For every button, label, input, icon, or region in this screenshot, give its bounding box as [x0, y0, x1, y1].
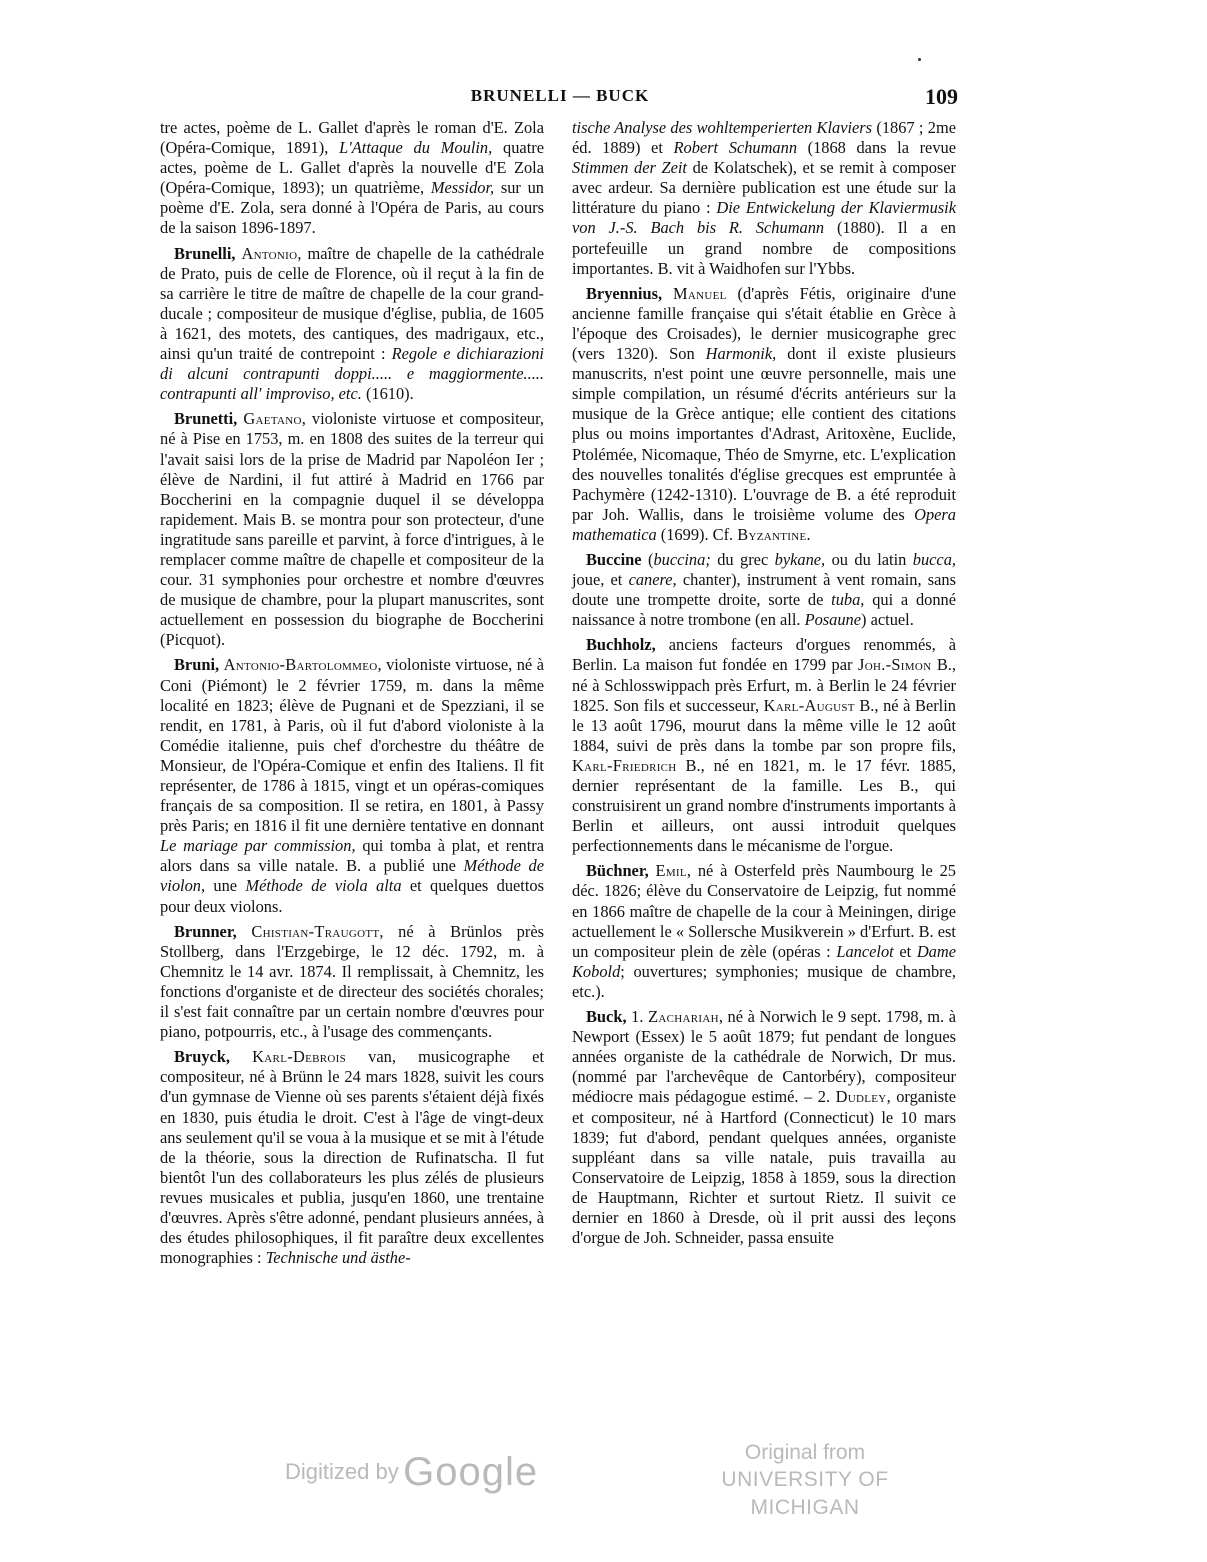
left-column — [160, 118, 544, 1273]
italic-title: tische Analyse des wohltemperierten Klaviers — [572, 118, 873, 137]
entry-text: tre actes, poème de L. Gallet d'après le roman d'E. Zola (Opéra-Comique, 1891), — [160, 118, 544, 158]
small-caps-name: Gaetano — [243, 409, 302, 429]
entry-headword: Bruni, — [174, 655, 220, 675]
italic-title: Stimmen der Zeit — [572, 158, 687, 178]
italic-title: Messidor, — [430, 178, 495, 198]
google-logo: Google — [403, 1450, 539, 1494]
entry-text: , né à Osterfeld près Naumbourg le 25 déc. 1826; élève du Conservatoire de Leipzig, fut nommé en 1866 maître de chapelle de la cour à Meiningen, dirige actuellement le « Sollersche Musikverein » d'Erfurt. B. est un compositeur plein de zèle (opéras : — [572, 861, 956, 961]
italic-title: Harmonik, — [705, 344, 777, 364]
entry-text: ) actuel. — [861, 610, 914, 630]
small-caps-name: Dudley — [835, 1087, 887, 1107]
entry-text: du grec — [710, 549, 775, 569]
small-caps-name: Karl-August — [763, 695, 855, 715]
entry-text: chanter), instrument à vent romain, sans doute une trompette droite, sorte de — [572, 570, 957, 610]
entry-text: ; ouvertures; symphonies; musique de chambre, etc.). — [572, 961, 956, 1001]
digitization-watermark — [285, 1440, 945, 1519]
italic-title: bykane, — [774, 549, 826, 569]
entry-text: (d'après Fétis, originaire d'une ancienne famille française qui s'était établie en Grèce à l'époque des Croisades), le dernier musicographe grec (vers 1320). Son — [572, 283, 956, 364]
entry-headword: Buck, — [586, 1007, 627, 1027]
dictionary-entry — [572, 1007, 956, 1248]
dictionary-entry — [160, 409, 544, 650]
entry-headword: Bryennius, — [586, 283, 663, 303]
entry-text: B., né en 1821, m. le 17 févr. 1885, dernier représentant de la famille. Les B., qui construisirent un grand nombre d'instruments importants à Berlin et ailleurs, ont aussi introduit quelques perfectionnements dans le mécanisme de l'orgue. — [572, 755, 956, 856]
entry-text: dont il existe plusieurs manuscrits, n'est point une œuvre personnelle, mais une simple compilation, un résumé d'écrits antérieurs sur la musique de la Grèce antique; elle contient des citations plus ou moins importantes d'Adrast, Aritoxène, Euclide, Ptolémée, Nicomaque, Théo de Smyrne, etc. L'explication des nouvelles tonalités d'église grecques est empruntée à Pachymère (1242-1310). L'ouvrage de B. a été reproduit par Joh. Wallis, dans le troisième volume des — [572, 344, 956, 524]
running-title: BRUNELLI — BUCK — [470, 86, 650, 105]
dictionary-entry — [160, 1047, 544, 1268]
entry-text: , organiste et compositeur, né à Hartford (Connecticut) le 10 mars 1839; fut d'abord, pendant quelques années, organiste suppléant dans sa ville natale, puis travailla au Conservatoire de Leipzig, 1858 à 1859, sous la direction de Hauptmann, Richter et surtout Rietz. Il suivit ce dernier en 1860 à Dresde, où il prit aussi des leçons d'orgue de Joh. Schneider, passa ensuite — [572, 1087, 956, 1248]
entry-text: de Kolatschek), et se remit à composer avec ardeur. Sa dernière publication est une étude sur la littérature du piano : — [572, 158, 957, 218]
dictionary-entry — [572, 635, 956, 856]
dictionary-entry — [160, 244, 544, 405]
small-caps-name: Manuel — [672, 283, 727, 303]
entry-headword: Brunelli, — [174, 243, 236, 263]
digitized-by-google — [285, 1450, 538, 1495]
entry-text: , violoniste virtuose et compositeur, né à Pise en 1753, m. en 1808 des suites de la terreur qui l'avait saisi lors de la prise de Madrid par Napoléon Ier ; élève de Nardini, il fut attiré à Madrid en 1766 par Boccherini en la compagnie duquel il se développa rapidement. Mais B. se montra pour son protecteur, d'une ingratitude sans pareille et parvint, à force d'intrigues, à le remplacer comme maître de chapelle et compositeur de la cour. 31 symphonies pour orchestre et nombre d'œuvres de musique de chambre, pour la plupart manuscrites, sont actuellement en possession du biographe de Boccherini (Picquot). — [160, 409, 544, 650]
entry-headword: Bruyck, — [174, 1047, 231, 1067]
small-caps-name: Karl-Friedrich — [572, 755, 677, 775]
entry-text: une — [205, 876, 246, 896]
italic-title: Méthode de viola alta — [245, 876, 402, 896]
entry-text: quatre actes, poème de L. Gallet d'après la nouvelle d'E Zola (Opéra-Comique, 1893); un quatrième, — [160, 138, 544, 198]
dictionary-entry — [572, 861, 956, 1002]
small-caps-name: Antonio-Bartolommeo — [223, 655, 378, 675]
entry-text: , né à Brünlos près Stollberg, dans l'Erzgebirge, le 12 déc. 1792, m. à Chemnitz le 14 avr. 1874. Il remplissait, à Chemnitz, les fonctions d'organiste et de directeur des sociétés chorales; il s'est fait connaître par un certain nombre d'œuvres pour piano, potpourris, etc., à l'usage des commençants. — [160, 921, 544, 1042]
entry-headword: Brunetti, — [174, 409, 238, 429]
small-caps-name: Joh.-Simon — [858, 655, 932, 675]
entry-headword: Büchner, — [586, 861, 649, 881]
italic-title: Technische und ästhe- — [265, 1248, 411, 1268]
italic-title: Regole e dichiarazioni di alcuni contrapunti doppi..... e maggiormente..... contrapunti all' improviso, etc. — [160, 344, 544, 404]
dictionary-entry — [572, 118, 956, 279]
entry-text: joue, et — [572, 570, 629, 590]
dictionary-entry — [572, 550, 956, 630]
dictionary-entry — [160, 118, 544, 239]
italic-title: Die Entwickelung der Klaviermusik von J.-S. Bach bis R. Schumann — [572, 198, 956, 238]
entry-text: qui tomba à plat, et rentra alors dans sa ville natale. B. a publié une — [160, 836, 544, 876]
small-caps-name: Karl-Debrois — [252, 1047, 347, 1067]
entry-text: (1610). — [361, 384, 414, 404]
small-caps-name: Emil — [655, 861, 687, 881]
italic-title: L'Attaque du Moulin, — [339, 138, 493, 158]
university-label: UNIVERSITY OF MICHIGAN — [721, 1468, 889, 1519]
entry-text: , né à Norwich le 9 sept. 1798, m. à Newport (Essex) le 5 août 1879; fut pendant de longues années organiste de la cathédrale de Norwich, Dr mus. (nommé par l'archevêque de Cantorbéry), compositeur médiocre mais pédagogue estimé. – 2. — [572, 1007, 956, 1107]
entry-text: anciens facteurs d'orgues renommés, à Berlin. La maison fut fondée en 1799 par — [572, 635, 956, 675]
italic-title: Le mariage par commission, — [160, 836, 356, 856]
italic-title: Robert Schumann — [673, 138, 798, 158]
dictionary-entry — [160, 655, 544, 916]
entry-headword: Buchholz, — [586, 635, 656, 655]
italic-title: Dame Kobold — [572, 941, 956, 981]
entry-text: 1. — [631, 1007, 649, 1027]
entry-text: (1868 dans la revue — [797, 138, 956, 158]
entry-headword: Buccine — [586, 549, 642, 569]
italic-title: bucca, — [912, 549, 956, 569]
italic-title: buccina; — [653, 549, 711, 569]
original-source — [680, 1440, 930, 1522]
entry-text: (1867 ; 2me éd. 1889) et — [572, 118, 956, 158]
italic-title: Lancelot — [836, 941, 894, 961]
small-caps-name: Byzantine. — [737, 524, 811, 544]
entry-text: ( — [647, 549, 654, 569]
running-head — [160, 84, 960, 110]
digitized-by-label: Digitized by — [285, 1459, 399, 1484]
small-caps-name: Antonio — [241, 243, 298, 263]
italic-title: canere, — [628, 570, 677, 590]
italic-title: Opera mathematica — [572, 504, 956, 544]
dictionary-entry — [572, 284, 956, 545]
entry-text: et quelques duettos pour deux violons. — [160, 876, 544, 916]
entry-text: van, musicographe et compositeur, né à Brünn le 24 mars 1828, suivit les cours d'un gymnase de Vienne où ses parents s'étaient déjà fixés en 1830, puis étudia le droit. C'est à l'âge de vingt-deux ans seulement qu'il se voua à la musique et se mit à l'étude de la théorie, sous la direction de Rufinatscha. Il fut bientôt l'un des collaborateurs les plus zélés de plusieurs revues musicales et publia, jusqu'en 1860, une trentaine d'œuvres. Après s'être adonné, pendant plusieurs années, à des études philosophiques, il fit paraître deux excellentes monographies : — [160, 1047, 544, 1268]
small-caps-name: Chistian-Traugott — [251, 921, 380, 941]
entry-text: B., né à Berlin le 13 août 1796, mourut dans la même ville le 12 août 1884, suivi de près dans la tombe par son propre fils, — [572, 695, 956, 755]
original-from-label: Original from — [744, 1441, 866, 1464]
entry-text: ou du latin — [825, 549, 913, 569]
right-column — [572, 118, 956, 1253]
entry-text: sur un poème d'E. Zola, sera donné à l'Opéra de Paris, au cours de la saison 1896-1897. — [160, 178, 544, 238]
small-caps-name: Zachariah — [648, 1007, 719, 1027]
entry-text: qui a donné naissance à notre trombone (en all. — [572, 590, 957, 630]
scan-speck — [918, 58, 921, 61]
entry-text: (1880). Il a en portefeuille un grand nombre de compositions importantes. B. vit à Waidhofen sur l'Ybbs. — [572, 218, 956, 278]
entry-text: , violoniste virtuose, né à Coni (Piémont) le 2 février 1759, m. dans la même localité en 1823; élève de Pugnani et de Spezziani, il se rendit, en 1781, à Paris, où il fut d'abord violoniste à la Comédie italienne, puis chef d'orchestre du théâtre de Monsieur, de l'Opéra-Comique et enfin des Italiens. Il fit représenter, de 1786 à 1815, vingt et un opéras-comiques français de sa composition. Il se retira, en 1801, à Passy près Paris; en 1816 il fit une dernière tentative en donnant — [160, 655, 544, 836]
entry-text: B., né à Schlosswippach près Erfurt, m. à Berlin le 24 février 1825. Son fils et successeur, — [572, 655, 956, 715]
entry-headword: Brunner, — [174, 921, 237, 941]
italic-title: Méthode de violon, — [160, 856, 544, 896]
italic-title: tuba, — [831, 590, 865, 610]
entry-text: et — [893, 941, 917, 961]
page-number: 109 — [925, 84, 958, 109]
entry-text: (1699). Cf. — [656, 524, 738, 544]
entry-text: , maître de chapelle de la cathédrale de Prato, puis de celle de Florence, où il reçut à la fin de sa carrière le titre de maître de chapelle de la cour grand-ducale ; compositeur de musique d'église, publia, de 1605 à 1621, des motets, des cantiques, des madrigaux, etc., ainsi qu'un traité de contrepoint : — [160, 243, 544, 364]
italic-title: Posaune — [804, 610, 862, 630]
dictionary-entry — [160, 922, 544, 1043]
